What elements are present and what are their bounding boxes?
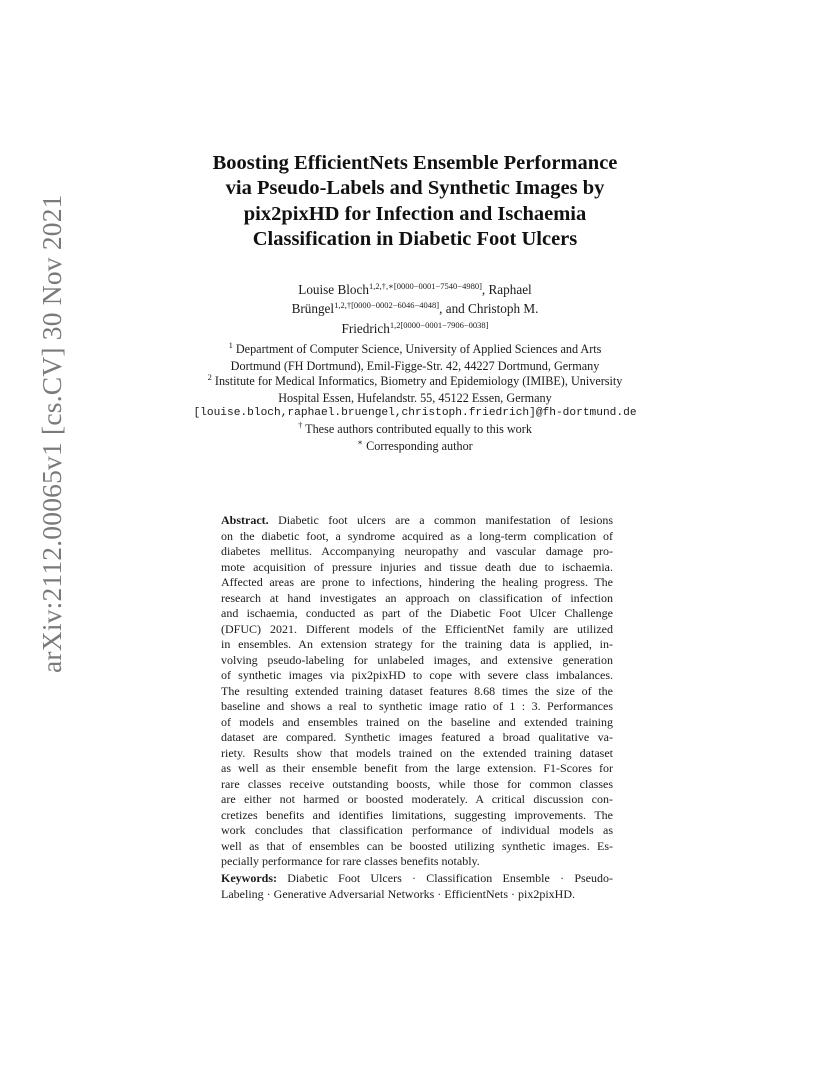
abstract-line: of synthetic images via pix2pixHD to cope with severe class imbalances.: [221, 668, 613, 682]
title-line: via Pseudo-Labels and Synthetic Images by: [225, 177, 605, 200]
corresponding-author-note: [150, 436, 680, 456]
author-separator: , and Christoph M.: [439, 301, 539, 317]
author-list: [200, 281, 630, 339]
author-name: Friedrich: [341, 320, 390, 336]
abstract: [221, 513, 613, 870]
abstract-text: Diabetic foot ulcers are a common manifestation of lesions: [278, 513, 614, 527]
abstract-line: research at hand investigates an approach on classification of infection: [221, 590, 613, 605]
author-affiliation-orcid: 1,2,†[0000−0002−6046−4048]: [334, 300, 440, 311]
abstract-line: (DFUC) 2021. Different models of the EfficientNet family are utilized: [221, 621, 613, 636]
affiliation-text: Institute for Medical Informatics, Biometry and Epidemiology (IMIBE), University: [214, 374, 623, 389]
note-text: These authors contributed equally to this work: [305, 421, 532, 436]
author-affiliation-orcid: 1,2,†,∗[0000−0001−7540−4980]: [368, 281, 482, 291]
abstract-line: rare classes receive outstanding boosts, while those for common classes: [221, 776, 613, 791]
note-text: Corresponding author: [366, 438, 473, 453]
author-affiliation-orcid: 1,2[0000−0001−7906−0038]: [389, 319, 489, 330]
abstract-line: diabetes mellitus. Accompanying neuropathy and vascular damage pro-: [221, 544, 613, 558]
title-line: pix2pixHD for Infection and Ischaemia: [243, 202, 587, 225]
abstract-line: in ensembles. An extension strategy for the training data is applied, in-: [221, 637, 613, 651]
abstract-label: Abstract.: [221, 513, 269, 527]
author-emails: [louise.bloch,raphael.bruengel,christoph.friedrich]@fh-dortmund.de: [193, 407, 637, 420]
affiliation-2-cont: Hospital Essen, Hufelandstr. 55, 45122 Essen, Germany: [278, 390, 552, 405]
keywords-line: [221, 871, 613, 887]
author-line: [200, 300, 630, 319]
affiliation-1: [150, 342, 680, 359]
keywords: [221, 871, 613, 902]
author-name: Louise Bloch: [298, 282, 369, 297]
title-line: Classification in Diabetic Foot Ulcers: [252, 227, 578, 250]
keywords-label: Keywords:: [221, 871, 277, 885]
abstract-line: and ischaemia, conducted as part of the Diabetic Foot Ulcer Challenge: [221, 606, 613, 620]
abstract-line: work concludes that classification performance of individual models as: [221, 823, 613, 837]
author-line: [200, 281, 630, 300]
keywords-text: Diabetic Foot Ulcers · Classification Ensemble · Pseudo-: [287, 871, 613, 885]
arxiv-identifier-stamp: arXiv:2112.00065v1 [cs.CV] 30 Nov 2021: [36, 194, 67, 673]
abstract-line: baseline and shows a real to synthetic image ratio of 1 : 3. Performances: [221, 699, 613, 713]
affiliation-1-cont: Dortmund (FH Dortmund), Emil-Figge-Str. 42, 44227 Dortmund, Germany: [230, 358, 600, 373]
abstract-line: Affected areas are prone to infections, hindering the healing progress. The: [221, 575, 613, 589]
abstract-line: cretizes benefits and identifies limitations, suggesting improvements. The: [221, 807, 613, 822]
affiliation-2: [150, 374, 680, 391]
abstract-line: volving pseudo-labeling for unlabeled images, and extensive generation: [221, 652, 613, 667]
abstract-line: mote acquisition of pressure injuries and tissue death due to ischaemia.: [221, 559, 613, 574]
author-line: [200, 320, 630, 339]
abstract-line: [221, 513, 613, 529]
asterisk-mark: ∗: [357, 436, 364, 447]
abstract-line: are either not harmed or boosted moderately. A critical discussion con-: [221, 792, 613, 806]
abstract-line: The resulting extended training dataset features 8.68 times the size of the: [221, 683, 613, 698]
dagger-mark: †: [298, 419, 303, 430]
author-separator: , Raphael: [481, 282, 532, 297]
abstract-line: dataset are compared. Synthetic images featured a broad qualitative va-: [221, 730, 613, 744]
author-name: Brüngel: [291, 301, 335, 317]
affiliation-text: Department of Computer Science, University of Applied Sciences and Arts: [235, 342, 602, 356]
paper-title: [150, 151, 680, 252]
affiliation-mark: 1: [228, 340, 233, 350]
abstract-line: of models and ensembles trained on the baseline and extended training: [221, 714, 613, 729]
affiliation-mark: 2: [207, 372, 212, 383]
equal-contribution-note: [150, 419, 680, 439]
abstract-line: pecially performance for rare classes benefits notably.: [221, 854, 480, 868]
abstract-line: on the diabetic foot, a syndrome acquired as a long-term complication of: [221, 528, 613, 543]
affiliations: [150, 342, 680, 455]
abstract-line: as well as their ensemble benefit from the large extension. F1-Scores for: [221, 761, 613, 775]
title-line: Boosting EfficientNets Ensemble Performance: [212, 152, 618, 174]
abstract-line: well as that of ensembles can be boosted utilizing synthetic images. Es-: [221, 838, 613, 853]
keywords-line: Labeling · Generative Adversarial Networks · EfficientNets · pix2pixHD.: [221, 886, 575, 901]
abstract-line: riety. Results show that models trained on the extended training dataset: [221, 745, 613, 760]
